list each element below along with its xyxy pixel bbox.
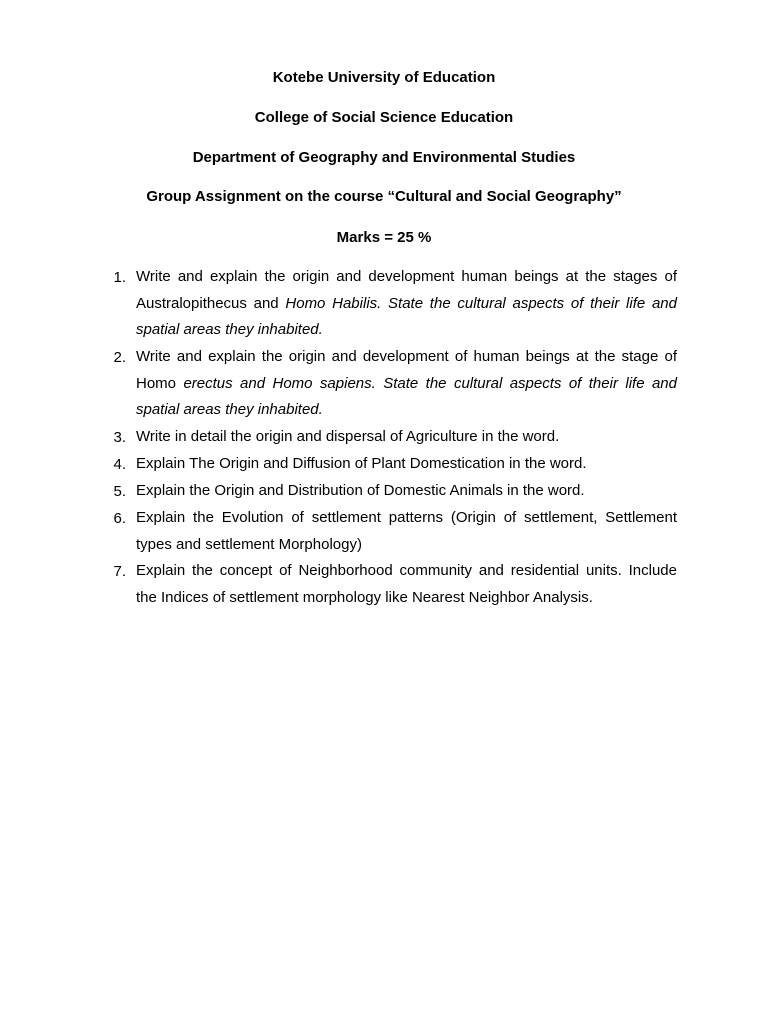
list-item-number: 5. — [113, 483, 126, 500]
list-item-text — [136, 451, 677, 478]
list-item-number: 1. — [113, 269, 126, 286]
text-span: Explain the concept of Neighborhood community and residential units. Include the Indices of settlement morphology like Nearest Neighbor Analysis. — [136, 562, 677, 606]
list-item-number: 2. — [113, 349, 126, 366]
list-item-number: 3. — [113, 429, 126, 446]
list-item-text — [136, 558, 677, 611]
text-span: Write and explain the origin and development human beings at the stages of Australopithecus and — [136, 268, 677, 312]
text-span: Homo Habilis. State the cultural aspects of their life and spatial areas they inhabited. — [136, 294, 677, 339]
text-span: erectus and Homo sapiens. State the cultural aspects of their life and spatial areas they inhabited. — [136, 374, 677, 419]
list-item-text — [136, 505, 677, 558]
text-span: Explain the Origin and Distribution of Domestic Animals in the word. — [136, 482, 585, 499]
list-item-text — [136, 478, 677, 505]
list-item-number: 6. — [113, 510, 126, 527]
university-name: Kotebe University of Education — [272, 69, 496, 86]
text-span: Write and explain the origin and development of human beings at the stage of Homo — [136, 348, 677, 392]
text-span: Explain the Evolution of settlement patterns (Origin of settlement, Settlement types and settlement Morphology) — [136, 509, 677, 553]
marks-line: Marks = 25 % — [336, 229, 432, 246]
department-name: Department of Geography and Environmental Studies — [192, 149, 576, 166]
list-item-text — [136, 424, 677, 451]
college-name: College of Social Science Education — [254, 109, 514, 126]
assignment-title: Group Assignment on the course “Cultural and Social Geography” — [146, 188, 622, 205]
list-item-number: 4. — [113, 456, 126, 473]
text-span: Explain The Origin and Diffusion of Plant Domestication in the word. — [136, 455, 587, 472]
list-item-number: 7. — [113, 563, 126, 580]
list-item-text — [136, 344, 677, 424]
list-item-text — [136, 264, 677, 344]
text-span: Write in detail the origin and dispersal of Agriculture in the word. — [136, 428, 560, 445]
